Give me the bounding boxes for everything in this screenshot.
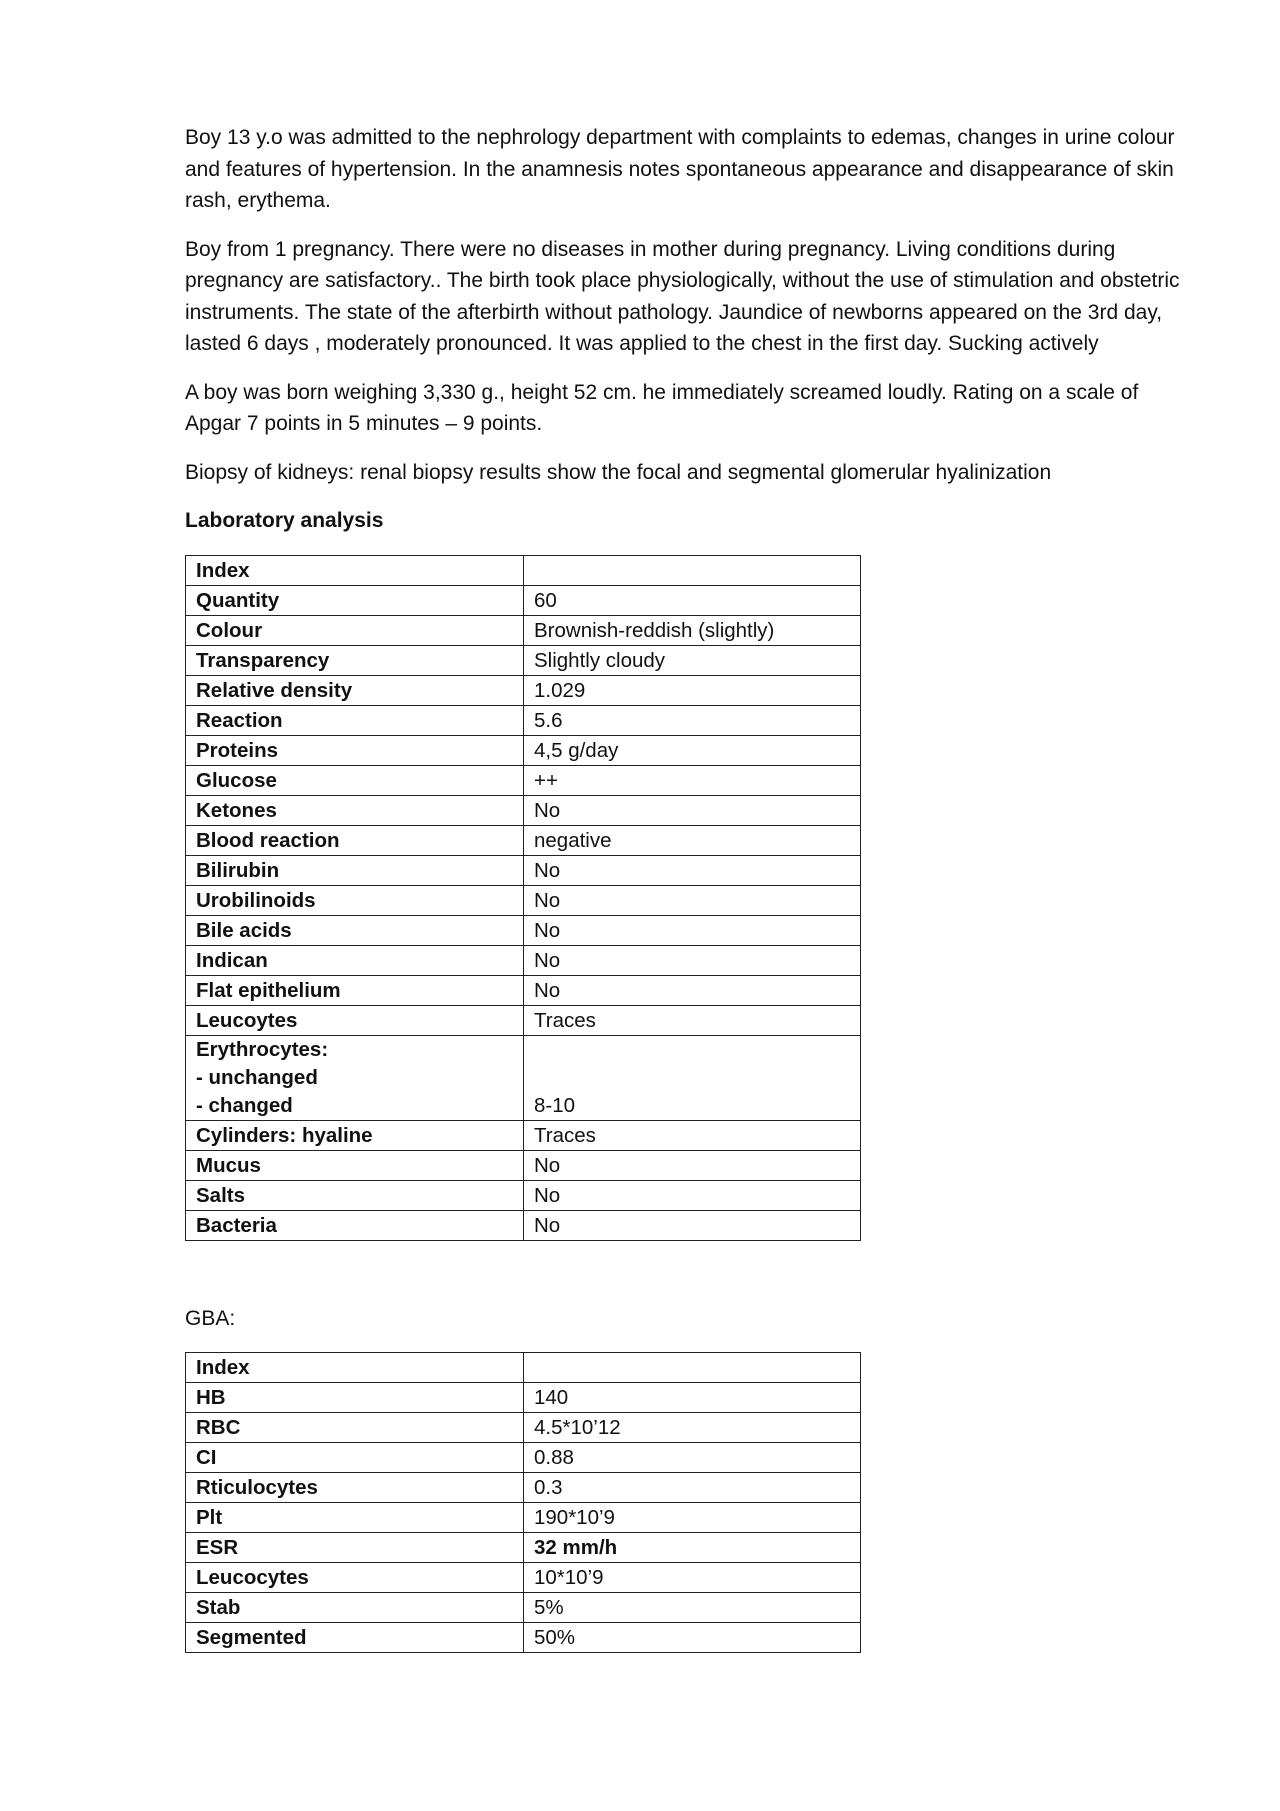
- row-label: Blood reaction: [186, 825, 524, 855]
- row-label: Colour: [186, 615, 524, 645]
- erythrocytes-unchanged-label: - unchanged: [196, 1065, 318, 1089]
- row-value: 0.3: [524, 1473, 861, 1503]
- table-row: [186, 1353, 861, 1383]
- row-label: Leucocytes: [186, 1563, 524, 1593]
- row-label: Ketones: [186, 795, 524, 825]
- row-label: HB: [186, 1383, 524, 1413]
- gba-heading: GBA:: [185, 1306, 236, 1330]
- table-row: [186, 1180, 861, 1210]
- erythrocytes-label: Erythrocytes:: [196, 1037, 329, 1061]
- table-row: [186, 1503, 861, 1533]
- row-label: Proteins: [186, 735, 524, 765]
- row-label: Segmented: [186, 1623, 524, 1653]
- table-row: [186, 1150, 861, 1180]
- table-row: [186, 615, 861, 645]
- row-label: Mucus: [186, 1150, 524, 1180]
- row-label: CI: [186, 1443, 524, 1473]
- row-label: Transparency: [186, 645, 524, 675]
- row-value: Traces: [524, 1120, 861, 1150]
- table-row: [186, 735, 861, 765]
- row-label: Cylinders: hyaline: [186, 1120, 524, 1150]
- row-value: No: [524, 885, 861, 915]
- erythrocytes-label-cell: [186, 1035, 524, 1120]
- urine-analysis-table: [185, 555, 861, 1241]
- row-value: No: [524, 945, 861, 975]
- row-value: 32 mm/h: [524, 1533, 861, 1563]
- row-value: No: [524, 1210, 861, 1240]
- row-label: ESR: [186, 1533, 524, 1563]
- table-row: [186, 765, 861, 795]
- history-paragraph: Boy from 1 pregnancy. There were no diseases in mother during pregnancy. Living conditions during pregnancy are satisfactory.. The birth took place physiologically, without the use of stimulation and obstetric instruments. The state of the afterbirth without pathology. Jaundice of newborns appeared on the 3rd day, lasted 6 days , moderately pronounced. It was applied to the chest in the first day. Sucking actively: [185, 237, 1180, 355]
- row-value: 4.5*10’12: [524, 1413, 861, 1443]
- table-row: [186, 1120, 861, 1150]
- table-row: [186, 1005, 861, 1035]
- row-value: No: [524, 915, 861, 945]
- row-label: Glucose: [186, 765, 524, 795]
- row-label: Quantity: [186, 585, 524, 615]
- table-row: [186, 675, 861, 705]
- row-label: Leucoytes: [186, 1005, 524, 1035]
- row-value: negative: [524, 825, 861, 855]
- header-value-cell: [524, 1353, 861, 1383]
- row-label: Bilirubin: [186, 855, 524, 885]
- document-page: [185, 122, 1195, 1653]
- row-value: No: [524, 1150, 861, 1180]
- row-value: No: [524, 795, 861, 825]
- row-label: Stab: [186, 1593, 524, 1623]
- row-label: Rticulocytes: [186, 1473, 524, 1503]
- gba-table: [185, 1352, 861, 1653]
- table-row: [186, 1210, 861, 1240]
- table-row: [186, 945, 861, 975]
- table-row: [186, 855, 861, 885]
- row-value: 5%: [524, 1593, 861, 1623]
- table-row: [186, 1443, 861, 1473]
- table-row: [186, 1413, 861, 1443]
- table-row: [186, 645, 861, 675]
- table-row: [186, 705, 861, 735]
- biopsy-paragraph: Biopsy of kidneys: renal biopsy results show the focal and segmental glomerular hyalinization: [185, 460, 1052, 484]
- row-label: Salts: [186, 1180, 524, 1210]
- table-row: [186, 1035, 861, 1120]
- row-label: Reaction: [186, 705, 524, 735]
- table-row: [186, 1473, 861, 1503]
- row-value: 0.88: [524, 1443, 861, 1473]
- table-row: [186, 1593, 861, 1623]
- row-value: No: [524, 855, 861, 885]
- row-label: Indican: [186, 945, 524, 975]
- table-row: [186, 1563, 861, 1593]
- row-label: Plt: [186, 1503, 524, 1533]
- row-value: 190*10’9: [524, 1503, 861, 1533]
- header-cell: Index: [186, 555, 524, 585]
- row-value: 50%: [524, 1623, 861, 1653]
- row-value: 5.6: [524, 705, 861, 735]
- row-value: Traces: [524, 1005, 861, 1035]
- row-value: ++: [524, 765, 861, 795]
- table-row: [186, 1533, 861, 1563]
- row-label: Urobilinoids: [186, 885, 524, 915]
- erythrocytes-changed-label: - changed: [196, 1093, 293, 1117]
- table-row: [186, 915, 861, 945]
- row-label: RBC: [186, 1413, 524, 1443]
- row-value: 140: [524, 1383, 861, 1413]
- row-label: Flat epithelium: [186, 975, 524, 1005]
- row-label: Bacteria: [186, 1210, 524, 1240]
- row-label: Relative density: [186, 675, 524, 705]
- row-value: No: [524, 975, 861, 1005]
- row-value: No: [524, 1180, 861, 1210]
- table-row: [186, 585, 861, 615]
- row-value: Slightly cloudy: [524, 645, 861, 675]
- lab-analysis-heading: Laboratory analysis: [185, 509, 384, 532]
- table-row: [186, 555, 861, 585]
- table-row: [186, 1383, 861, 1413]
- table-row: [186, 1623, 861, 1653]
- row-value: 10*10’9: [524, 1563, 861, 1593]
- table-row: [186, 885, 861, 915]
- row-value: 1.029: [524, 675, 861, 705]
- table-row: [186, 975, 861, 1005]
- header-cell: Index: [186, 1353, 524, 1383]
- row-value: 60: [524, 585, 861, 615]
- table-row: [186, 795, 861, 825]
- birth-paragraph: A boy was born weighing 3,330 g., height 52 cm. he immediately screamed loudly. Rating on a scale of Apgar 7 points in 5 minutes – 9 points.: [185, 380, 1139, 435]
- row-value: Brownish-reddish (slightly): [524, 615, 861, 645]
- header-value-cell: [524, 555, 861, 585]
- row-label: Bile acids: [186, 915, 524, 945]
- complaints-paragraph: Boy 13 y.o was admitted to the nephrology department with complaints to edemas, changes in urine colour and features of hypertension. In the anamnesis notes spontaneous appearance and disappearance of skin rash, erythema.: [185, 126, 1175, 212]
- row-value: 4,5 g/day: [524, 735, 861, 765]
- table-row: [186, 825, 861, 855]
- erythrocytes-value: 8-10: [524, 1035, 861, 1120]
